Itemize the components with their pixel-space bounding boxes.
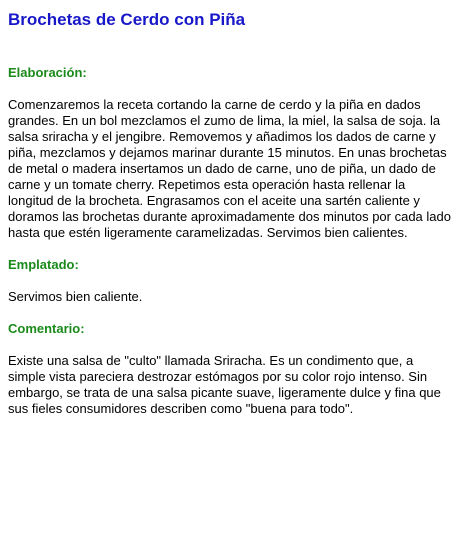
section-heading-elaboracion: Elaboración: [8,65,87,80]
recipe-title: Brochetas de Cerdo con Piña [8,10,246,29]
section-heading-comentario: Comentario: [8,321,85,336]
section-text-elaboracion: Comenzaremos la receta cortando la carne de cerdo y la piña en dados grandes. En un bol mezclamos el zumo de lima, la miel, la salsa de soja. la salsa sriracha y el jengibre. Removemos y añadimos los dados de carne y piña, mezclamos y dejamos marinar durante 15 minutos. En unas brochetas de metal o madera insertamos un dado de carne, uno de piña, un dado de carne y un tomate cherry. Repetimos esta operación hasta rellenar la longitud de la brocheta. Engrasamos con el aceite una sartén caliente y doramos las brochetas durante aproximadamente dos minutos por cada lado hasta que estén ligeramente caramelizadas. Servimos bien calientes. [8,97,451,240]
section-text-comentario: Existe una salsa de "culto" llamada Sriracha. Es un condimento que, a simple vista pareciera destrozar estómagos por su color rojo intenso. Sin embargo, se trata de una salsa picante suave, ligeramente dulce y fina que sus fieles consumidores describen como "buena para todo". [8,353,441,416]
section-text-emplatado: Servimos bien caliente. [8,289,143,304]
section-heading-emplatado: Emplatado: [8,257,79,272]
